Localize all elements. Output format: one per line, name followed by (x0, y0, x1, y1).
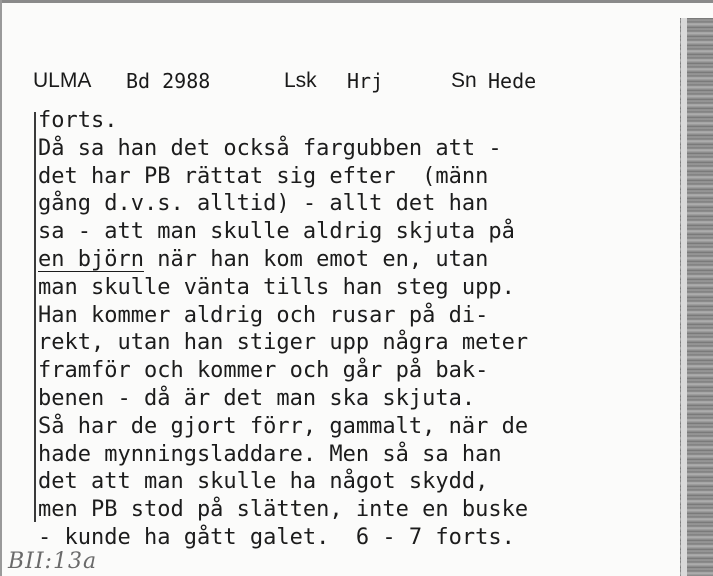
text-line: gång d.v.s. alltid) - allt det han (38, 191, 489, 217)
text-line: det att man skulle ha något skydd, (38, 469, 489, 495)
parish-value: Hede (488, 69, 537, 93)
text-line: benen - då är det man ska skjuta. (38, 385, 476, 411)
text-line: rekt, utan han stiger upp några meter (38, 330, 529, 356)
text-line: framför och kommer och går på bak- (38, 358, 489, 384)
text-line: det har PB rättat sig efter (männ (38, 163, 489, 189)
text-line: Då sa han det också fargubben att - (38, 135, 502, 161)
county-value: Hrj (347, 69, 384, 93)
text-line: men PB stod på slätten, inte en buske (38, 497, 529, 523)
underlined-phrase: en björn (38, 246, 144, 272)
margin-line (34, 112, 36, 522)
text-line-underlined (38, 246, 668, 274)
handwritten-reference: BII:13a (8, 549, 98, 574)
text-line: - kunde ha gått galet. 6 - 7 forts. (38, 524, 515, 550)
archive-name: ULMA (33, 69, 92, 92)
parish-label: Sn (451, 69, 477, 92)
text-line: hade mynningsladdare. Men så sa han (38, 441, 502, 467)
card-right-edge-highlight (681, 18, 687, 576)
text-line: Så har de gjort förr, gammalt, när de (38, 413, 529, 439)
text-line: Han kommer aldrig och rusar på di- (38, 302, 489, 328)
card-top-edge (0, 0, 713, 3)
text-line: sa - att man skulle aldrig skjuta på (38, 219, 515, 245)
volume-number: Bd 2988 (126, 69, 211, 93)
county-label: Lsk (284, 69, 317, 92)
text-line: forts. (38, 108, 118, 133)
text-line: man skulle vänta tills han steg upp. (38, 274, 515, 300)
card-header (33, 66, 653, 96)
typed-text-body (38, 107, 668, 552)
card-left-edge (0, 0, 2, 576)
text-line-rest: när han kom emot en, utan (143, 246, 489, 272)
